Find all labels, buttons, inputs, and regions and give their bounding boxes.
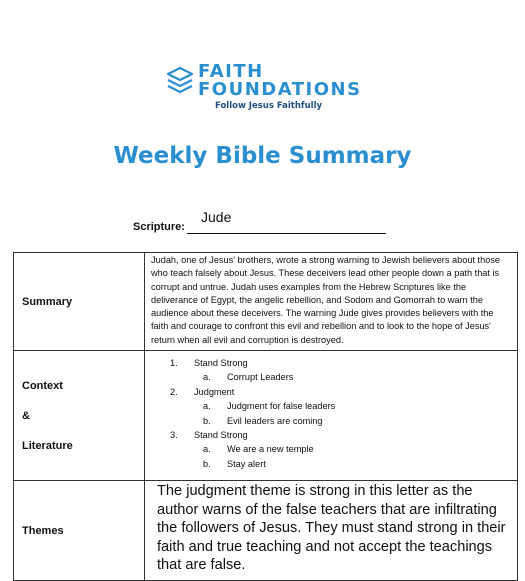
themes-label: Themes (14, 481, 145, 581)
outline-subitem: b. Evil leaders are coming (203, 415, 323, 426)
summary-table (13, 252, 518, 581)
summary-text: Judah, one of Jesus' brothers, wrote a strong warning to Jewish believers about those who teach falsely about Jesus. These deceivers lead other people down a path that is corrupt and untrue. Judah uses examples from the Hebrew Scriptures like the deliverance of Egypt, the angelic rebellion, and Sodom and Gomorrah to warn the audience about these deceivers. The warning Jude gives provides believers with the faith and courage to confront this evil and rebellion and to look to the hope of Jesus' return when all evil and corruption is destroyed. (151, 255, 501, 345)
brand-logo (165, 62, 365, 118)
summary-cell[interactable] (145, 253, 518, 351)
brand-tagline: Follow Jesus Faithfully (215, 101, 323, 111)
context-outline (146, 356, 516, 471)
outline-item: 1. Stand Strong (170, 358, 248, 368)
themes-cell[interactable] (145, 481, 518, 581)
context-row (14, 351, 518, 481)
stacked-chevrons-icon (165, 66, 195, 94)
summary-row (14, 253, 518, 351)
outline-item: 2. Judgment (170, 386, 235, 397)
themes-text: The judgment theme is strong in this letter as the author warns of the false teachers that are infiltrating the followers of Jesus. They must stand strong in their faith and true teaching and not accept the teachings that are false. (157, 483, 506, 574)
brand-name-line1: FAITH (198, 61, 264, 82)
outline-subitem: a. We are a new temple (203, 444, 314, 455)
scripture-label: Scripture: (133, 221, 185, 233)
context-label-line1: Context (22, 379, 63, 392)
page-title: Weekly Bible Summary (113, 143, 412, 169)
scripture-underline (187, 233, 386, 234)
outline-subitem: a. Judgment for false leaders (203, 401, 336, 412)
summary-label: Summary (14, 253, 145, 351)
context-label (14, 351, 145, 481)
outline-subitem: a. Corrupt Leaders (203, 372, 294, 383)
brand-name-line2: FOUNDATIONS (198, 79, 362, 100)
outline-subitem: b. Stay alert (203, 458, 266, 469)
themes-row (14, 481, 518, 581)
outline-item: 3. Stand Strong (170, 430, 248, 441)
context-cell[interactable] (145, 351, 518, 481)
scripture-value[interactable]: Jude (201, 209, 232, 225)
context-label-line3: Literature (22, 439, 73, 452)
context-label-line2: & (22, 409, 30, 422)
